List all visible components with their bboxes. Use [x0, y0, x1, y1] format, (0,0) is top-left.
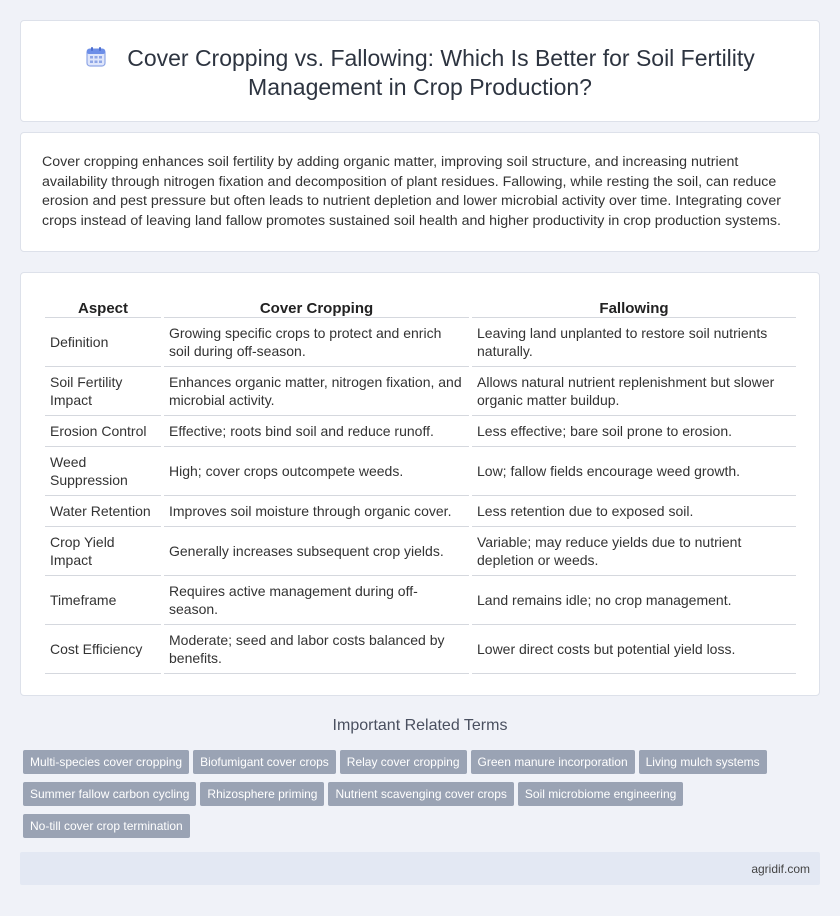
aspect-cell: Timeframe	[45, 576, 161, 625]
aspect-cell: Weed Suppression	[45, 447, 161, 496]
table-row	[45, 318, 796, 367]
related-terms-list	[23, 750, 803, 846]
header-aspect: Aspect	[45, 296, 161, 318]
table-row	[45, 367, 796, 416]
related-term-tag[interactable]: Living mulch systems	[639, 750, 767, 774]
table-row	[45, 527, 796, 576]
aspect-cell: Water Retention	[45, 496, 161, 527]
related-term-tag[interactable]: Soil microbiome engineering	[518, 782, 683, 806]
table-row	[45, 496, 796, 527]
calendar-icon	[85, 46, 107, 68]
table-row	[45, 576, 796, 625]
cover-cell: Improves soil moisture through organic cover.	[164, 496, 469, 527]
table-header-row	[45, 296, 796, 318]
fallow-cell: Lower direct costs but potential yield loss.	[472, 625, 796, 674]
aspect-cell: Crop Yield Impact	[45, 527, 161, 576]
table-row	[45, 447, 796, 496]
related-term-tag[interactable]: Nutrient scavenging cover crops	[328, 782, 513, 806]
fallow-cell: Land remains idle; no crop management.	[472, 576, 796, 625]
table-row	[45, 625, 796, 674]
aspect-cell: Cost Efficiency	[45, 625, 161, 674]
aspect-cell: Definition	[45, 318, 161, 367]
comparison-card	[20, 272, 820, 696]
header-cover-cropping: Cover Cropping	[164, 296, 469, 318]
fallow-cell: Low; fallow fields encourage weed growth.	[472, 447, 796, 496]
aspect-cell: Erosion Control	[45, 416, 161, 447]
footer	[20, 852, 820, 885]
cover-cell: Enhances organic matter, nitrogen fixation, and microbial activity.	[164, 367, 469, 416]
fallow-cell: Less effective; bare soil prone to erosion.	[472, 416, 796, 447]
title-card	[20, 20, 820, 122]
footer-site-link[interactable]: agridif.com	[751, 862, 810, 876]
related-term-tag[interactable]: No-till cover crop termination	[23, 814, 190, 838]
page-title-text: Cover Cropping vs. Fallowing: Which Is Better for Soil Fertility Management in Crop Production?	[127, 45, 755, 100]
table-row	[45, 416, 796, 447]
fallow-cell: Allows natural nutrient replenishment but slower organic matter buildup.	[472, 367, 796, 416]
summary-text: Cover cropping enhances soil fertility by adding organic matter, improving soil structure, and increasing nutrient availability through nitrogen fixation and decomposition of plant residues. Fallowing, while resting the soil, can reduce erosion and pest pressure but often leads to nutrient depletion and lower microbial activity over time. Integrating cover crops instead of leaving land fallow promotes sustained soil health and higher productivity in crop production systems.	[42, 154, 781, 229]
related-term-tag[interactable]: Relay cover cropping	[340, 750, 467, 774]
related-term-tag[interactable]: Multi-species cover cropping	[23, 750, 189, 774]
related-term-tag[interactable]: Biofumigant cover crops	[193, 750, 336, 774]
cover-cell: Moderate; seed and labor costs balanced by benefits.	[164, 625, 469, 674]
cover-cell: Generally increases subsequent crop yields.	[164, 527, 469, 576]
related-terms-title: Important Related Terms	[332, 717, 508, 734]
cover-cell: Effective; roots bind soil and reduce runoff.	[164, 416, 469, 447]
comparison-table	[42, 296, 799, 674]
cover-cell: Growing specific crops to protect and enrich soil during off-season.	[164, 318, 469, 367]
cover-cell: High; cover crops outcompete weeds.	[164, 447, 469, 496]
fallow-cell: Variable; may reduce yields due to nutrient depletion or weeds.	[472, 527, 796, 576]
cover-cell: Requires active management during off-season.	[164, 576, 469, 625]
related-term-tag[interactable]: Rhizosphere priming	[200, 782, 324, 806]
fallow-cell: Less retention due to exposed soil.	[472, 496, 796, 527]
header-fallowing: Fallowing	[472, 296, 796, 318]
related-term-tag[interactable]: Green manure incorporation	[471, 750, 635, 774]
page-title	[21, 44, 819, 102]
summary-card	[20, 132, 820, 252]
related-term-tag[interactable]: Summer fallow carbon cycling	[23, 782, 196, 806]
aspect-cell: Soil Fertility Impact	[45, 367, 161, 416]
fallow-cell: Leaving land unplanted to restore soil nutrients naturally.	[472, 318, 796, 367]
